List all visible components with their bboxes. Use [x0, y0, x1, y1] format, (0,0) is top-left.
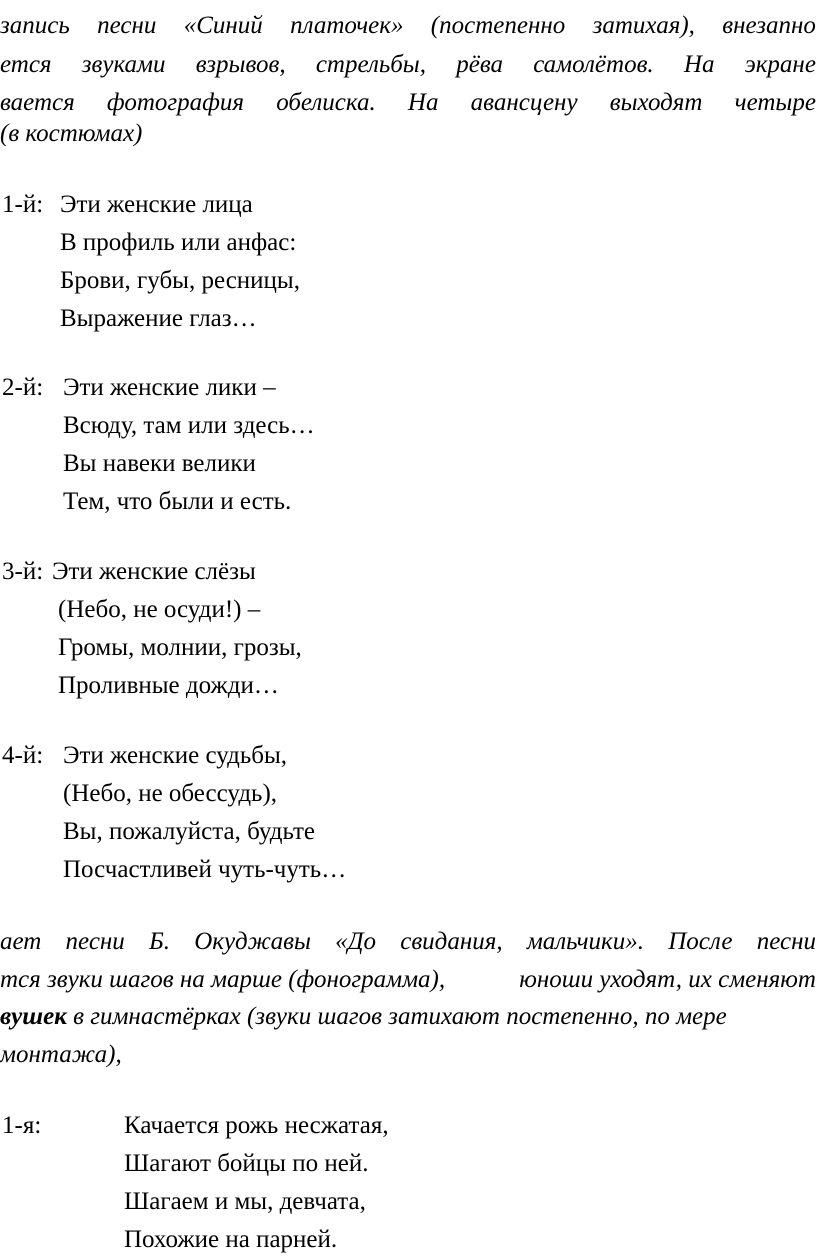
- verse-line: Громы, молнии, грозы,: [58, 634, 302, 661]
- stage-direction-middle-line-1: [0, 927, 816, 957]
- word: После: [668, 928, 733, 955]
- speaker-3: 3-й:: [2, 558, 44, 585]
- word: (постепенно: [430, 12, 566, 39]
- speaker-1: 1-й:: [2, 191, 44, 218]
- stage-direction-line-3: [0, 88, 816, 118]
- verse-line: Тем, что были и есть.: [63, 488, 292, 515]
- word: Б.: [149, 928, 171, 955]
- word: ется: [0, 51, 52, 78]
- verse-line: Посчастливей чуть-чуть…: [63, 856, 347, 883]
- stage-direction-line-4: (в костюмах): [0, 120, 143, 147]
- word: «До: [335, 928, 377, 955]
- verse-line: Выражение глаз…: [60, 305, 257, 332]
- word: платочек»: [290, 12, 404, 39]
- word: песни: [65, 928, 125, 955]
- word: песни: [756, 928, 816, 955]
- verse-line: Брови, губы, ресницы,: [60, 267, 300, 294]
- verse-line: Шагают бойцы по ней.: [124, 1150, 369, 1177]
- speaker-4: 4-й:: [2, 742, 44, 769]
- word: ает: [0, 928, 42, 955]
- verse-line: Качается рожь несжатая,: [124, 1112, 389, 1139]
- word: выходят: [609, 89, 703, 116]
- word: затихая),: [592, 12, 695, 39]
- speaker-2: 2-й:: [2, 374, 44, 401]
- word: запись: [0, 12, 70, 39]
- verse-line: Всюду, там или здесь…: [63, 412, 315, 439]
- word: песни: [97, 12, 157, 39]
- verse-line: Эти женские лики –: [63, 374, 276, 401]
- word: На: [407, 89, 439, 116]
- verse-line: Эти женские судьбы,: [63, 742, 288, 769]
- bold-word: вушек: [0, 1003, 67, 1030]
- stage-direction-middle-line-3: [0, 1002, 727, 1032]
- verse-line: В профиль или анфас:: [60, 229, 297, 256]
- verse-line: Вы навеки велики: [63, 450, 256, 477]
- word: свидания,: [400, 928, 503, 955]
- word: рёва: [456, 51, 503, 78]
- word: «Синий: [183, 12, 263, 39]
- word: фотография: [106, 89, 245, 116]
- word: обелиска.: [276, 89, 376, 116]
- word: взрывов,: [195, 51, 286, 78]
- verse-line: Проливные дожди…: [58, 672, 279, 699]
- word: звуками: [81, 51, 166, 78]
- word: авансцену: [470, 89, 578, 116]
- word: четыре: [734, 89, 816, 116]
- word: На: [683, 51, 715, 78]
- word: мальчики».: [526, 928, 644, 955]
- verse-line: (Небо, не обессудь),: [63, 780, 278, 807]
- word: Окуджавы: [194, 928, 311, 955]
- word: юноши уходят, их сменяют: [519, 966, 816, 993]
- stage-direction-line-2: [0, 50, 816, 80]
- word: экране: [744, 51, 816, 78]
- word: самолётов.: [533, 51, 654, 78]
- verse-line: Вы, пожалуйста, будьте: [63, 818, 315, 845]
- verse-line: (Небо, не осуди!) –: [58, 596, 261, 623]
- word: внезапно: [722, 12, 816, 39]
- word: вается: [0, 89, 75, 116]
- verse-line: Эти женские лица: [60, 191, 253, 218]
- verse-line: Эти женские слёзы: [52, 558, 256, 585]
- word: тся звуки шагов на марше (фонограмма),: [0, 966, 446, 993]
- stage-direction-line-1: [0, 11, 816, 41]
- verse-line: Похожие на парней.: [124, 1226, 338, 1253]
- stage-direction-middle-line-4: монтажа),: [0, 1041, 122, 1068]
- word: стрельбы,: [315, 51, 426, 78]
- speaker-girl-1: 1-я:: [2, 1112, 42, 1139]
- verse-line: Шагаем и мы, девчата,: [124, 1188, 366, 1215]
- stage-direction-text: в гимнастёрках (звуки шагов затихают постепенно, по мере: [66, 1003, 727, 1030]
- stage-direction-middle-line-2: [0, 965, 816, 995]
